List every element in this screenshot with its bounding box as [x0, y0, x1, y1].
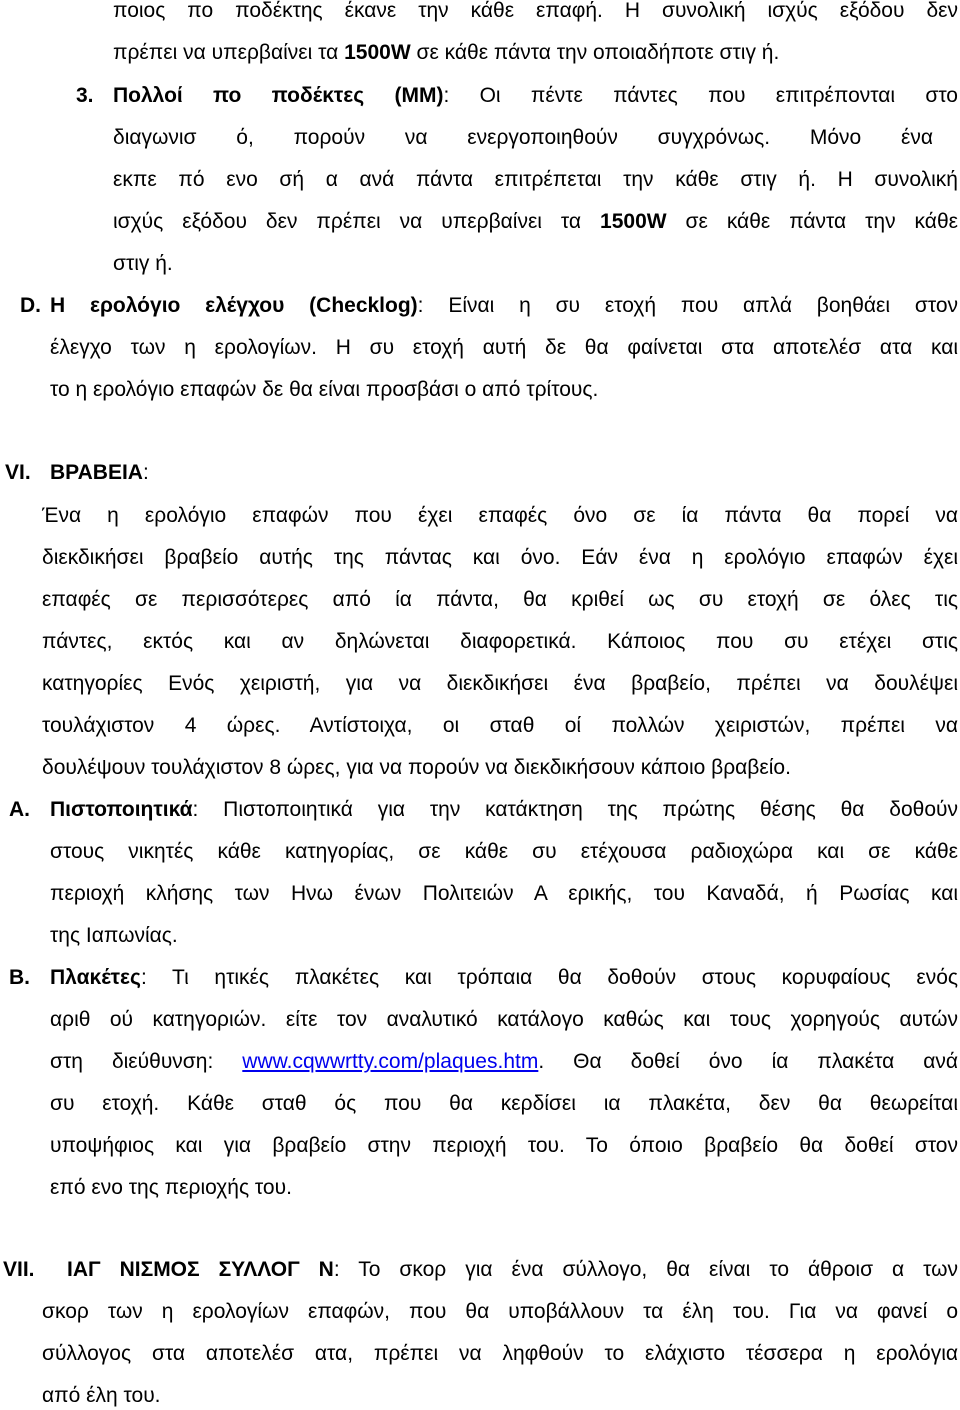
item-title: Πολλοί πο ποδέκτες (MM) — [113, 84, 444, 107]
item-title: Η ερολόγιο ελέγχου (Checklog) — [50, 294, 418, 317]
body-line: από έλη του. — [42, 1384, 161, 1407]
item-title: Πλακέτες — [50, 966, 141, 989]
body-line — [50, 1048, 958, 1076]
section-heading — [50, 459, 149, 487]
power-limit: 1500W — [600, 210, 667, 233]
section-title: ΙΑΓ ΝΙΣΜΟΣ ΣΥΛΛΟΓ Ν — [67, 1258, 334, 1281]
text: σε κάθε πάντα την οποιαδήποτε στιγ ή. — [410, 41, 780, 64]
body-line — [50, 292, 958, 320]
body-line: συ ετοχή. Κάθε σταθ ός που θα κερδίσει ια πλακέτα, δεν θα θεωρείται — [50, 1092, 958, 1115]
body-line — [50, 964, 958, 992]
section-number: VI. — [5, 461, 31, 484]
text: : — [142, 461, 149, 484]
item-title: Πιστοποιητικά — [50, 798, 193, 821]
text: : Είναι η συ ετοχή που απλά βοηθάει στον — [417, 294, 958, 317]
body-line: επαφές σε περισσότερες από ία πάντα, θα κριθεί ως συ ετοχή σε όλες τις — [42, 588, 958, 611]
body-line: Ένα η ερολόγιο επαφών που έχει επαφές όνο σε ία πάντα θα πορεί να — [42, 504, 958, 527]
text: ισχύς εξόδου δεν πρέπει να υπερβαίνει τα — [113, 210, 601, 233]
item-letter: A. — [9, 798, 30, 821]
section-number: VII. — [3, 1258, 35, 1281]
text: πρέπει να υπερβαίνει τα — [113, 41, 345, 64]
body-line: υποψήφιος και για βραβείο στην περιοχή του. Το όποιο βραβείο θα δοθεί στον — [50, 1134, 958, 1157]
body-line: διαγωνισ ό, πορούν να ενεργοποιηθούν συγχρόνως. Μόνο ένα — [113, 126, 933, 149]
body-line: της Ιαπωνίας. — [50, 924, 178, 947]
plaques-link[interactable]: www.cqwwrtty.com/plaques.htm — [242, 1050, 539, 1073]
body-line — [113, 39, 779, 67]
body-line — [113, 208, 958, 236]
body-line: πάντες, εκτός και αν δηλώνεται διαφορετικά. Κάποιος που συ ετέχει στις — [42, 630, 958, 653]
body-line: ποιος πο ποδέκτης έκανε την κάθε επαφή. Η συνολική ισχύς εξόδου δεν — [113, 0, 958, 22]
item-number: 3. — [76, 84, 94, 107]
power-limit: 1500W — [344, 41, 411, 64]
body-line: διεκδικήσει βραβείο αυτής της πάντας και όνο. Εάν ένα η ερολόγιο επαφών έχει — [42, 546, 958, 569]
body-line: περιοχή κλήσης των Ηνω ένων Πολιτειών Α ερικής, του Καναδά, ή Ρωσίας και — [50, 882, 958, 905]
body-line: στους νικητές κάθε κατηγορίας, σε κάθε συ ετέχουσα ραδιοχώρα και σε κάθε — [50, 840, 958, 863]
text: σε κάθε πάντα την κάθε — [666, 210, 958, 233]
body-line: σκορ των η ερολογίων επαφών, που θα υποβάλλουν τα έλη του. Για να φανεί ο — [42, 1300, 958, 1323]
text: : Πιστοποιητικά για την κατάκτηση της πρώτης θέσης θα δοθούν — [192, 798, 958, 821]
body-line: τουλάχιστον 4 ώρες. Αντίστοιχα, οι σταθ οί πολλών χειριστών, πρέπει να — [42, 714, 958, 737]
body-line: στιγ ή. — [113, 252, 173, 275]
body-line — [50, 796, 958, 824]
text: στη διεύθυνση: — [50, 1050, 243, 1073]
section-title: ΒΡΑΒΕΙΑ — [50, 461, 143, 484]
body-line: επό ενο της περιοχής του. — [50, 1176, 292, 1199]
body-line: εκπε πό ενο σή α ανά πάντα επιτρέπεται την κάθε στιγ ή. Η συνολική — [113, 168, 958, 191]
text: : Το σκορ για ένα σύλλογο, θα είναι το άθροισ α των — [333, 1258, 958, 1281]
body-line: κατηγορίες Ενός χειριστή, για να διεκδικήσει ένα βραβείο, πρέπει να δουλέψει — [42, 672, 958, 695]
body-line — [67, 1256, 958, 1284]
body-line — [113, 82, 958, 110]
text: : Τι ητικές πλακέτες και τρόπαια θα δοθούν στους κορυφαίους ενός — [140, 966, 958, 989]
body-line: αριθ ού κατηγοριών. είτε τον αναλυτικό κατάλογο καθώς και τους χορηγούς αυτών — [50, 1008, 958, 1031]
text: : Οι πέντε πάντες που επιτρέπονται στο — [443, 84, 958, 107]
body-line: έλεγχο των η ερολογίων. Η συ ετοχή αυτή δε θα φαίνεται στα αποτελέσ ατα και — [50, 336, 958, 359]
text: . Θα δοθεί όνο ία πλακέτα ανά — [538, 1050, 958, 1073]
body-line: το η ερολόγιο επαφών δε θα είναι προσβάσι ο από τρίτους. — [50, 378, 599, 401]
body-line: σύλλογος στα αποτελέσ ατα, πρέπει να ληφθούν το ελάχιστο τέσσερα η ερολόγια — [42, 1342, 958, 1365]
item-letter: B. — [9, 966, 30, 989]
body-line: δουλέψουν τουλάχιστον 8 ώρες, για να πορούν να διεκδικήσουν κάποιο βραβείο. — [42, 756, 791, 779]
item-letter: D. — [20, 294, 41, 317]
